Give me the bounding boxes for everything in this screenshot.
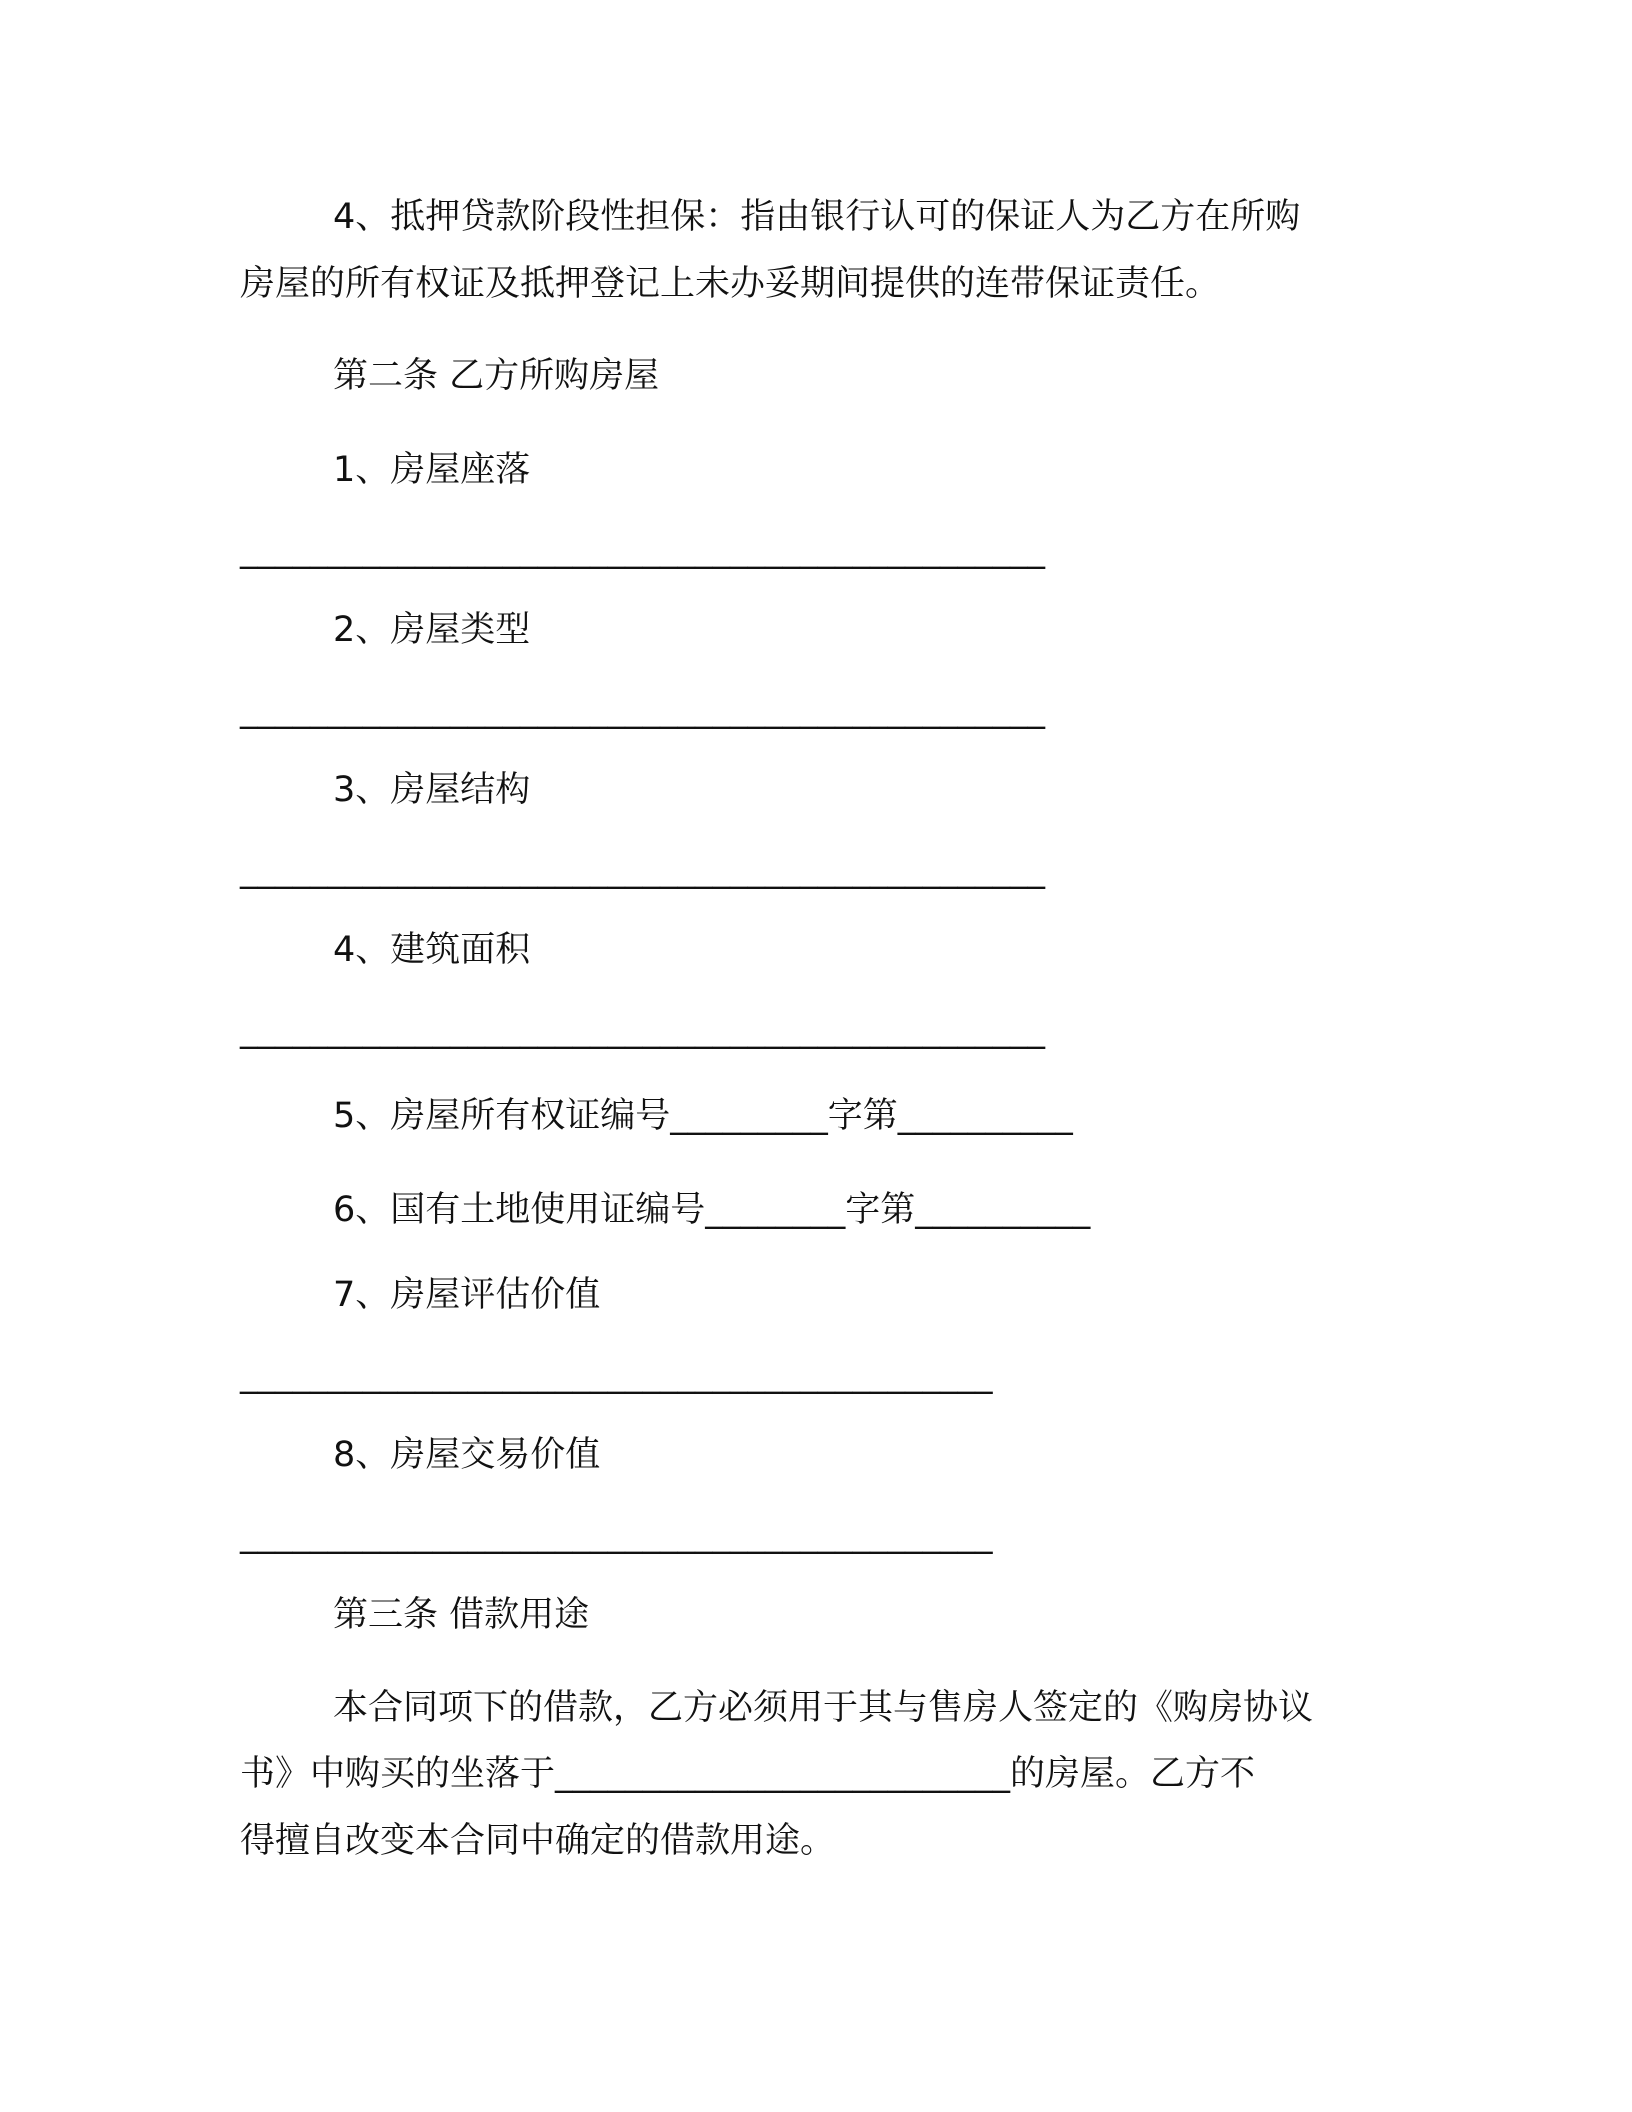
item-7-blank: ___________________________________________ (240, 1355, 993, 1395)
item-1-label: 1、房屋座落 (333, 450, 531, 490)
article-3-line-1: 本合同项下的借款，乙方必须用于其与售房人签定的《购房协议 (333, 1688, 1314, 1728)
item-3-blank: ______________________________________________ (240, 850, 1045, 890)
item-2-blank: ______________________________________________ (240, 690, 1045, 730)
clause-4-line-2: 房屋的所有权证及抵押登记上未办妥期间提供的连带保证责任。 (240, 264, 1221, 304)
article-2-heading: 第二条 乙方所购房屋 (333, 356, 660, 396)
item-8-blank: ___________________________________________ (240, 1515, 993, 1555)
item-8-label: 8、房屋交易价值 (333, 1435, 601, 1475)
article-3-heading: 第三条 借款用途 (333, 1595, 590, 1635)
item-7-label: 7、房屋评估价值 (333, 1275, 601, 1315)
item-6-line: 6、国有土地使用证编号________字第__________ (333, 1190, 1091, 1230)
item-1-blank: ______________________________________________ (240, 530, 1045, 570)
item-3-label: 3、房屋结构 (333, 770, 531, 810)
item-4-label: 4、建筑面积 (333, 930, 531, 970)
item-4-blank: ______________________________________________ (240, 1010, 1045, 1050)
clause-4-line-1: 4、抵押贷款阶段性担保：指由银行认可的保证人为乙方在所购 (333, 197, 1301, 237)
article-3-line-3: 得擅自改变本合同中确定的借款用途。 (240, 1821, 836, 1861)
article-3-line-2: 书》中购买的坐落于__________________________的房屋。乙方不 (240, 1754, 1256, 1794)
item-5-line: 5、房屋所有权证编号_________字第__________ (333, 1096, 1073, 1136)
item-2-label: 2、房屋类型 (333, 610, 531, 650)
